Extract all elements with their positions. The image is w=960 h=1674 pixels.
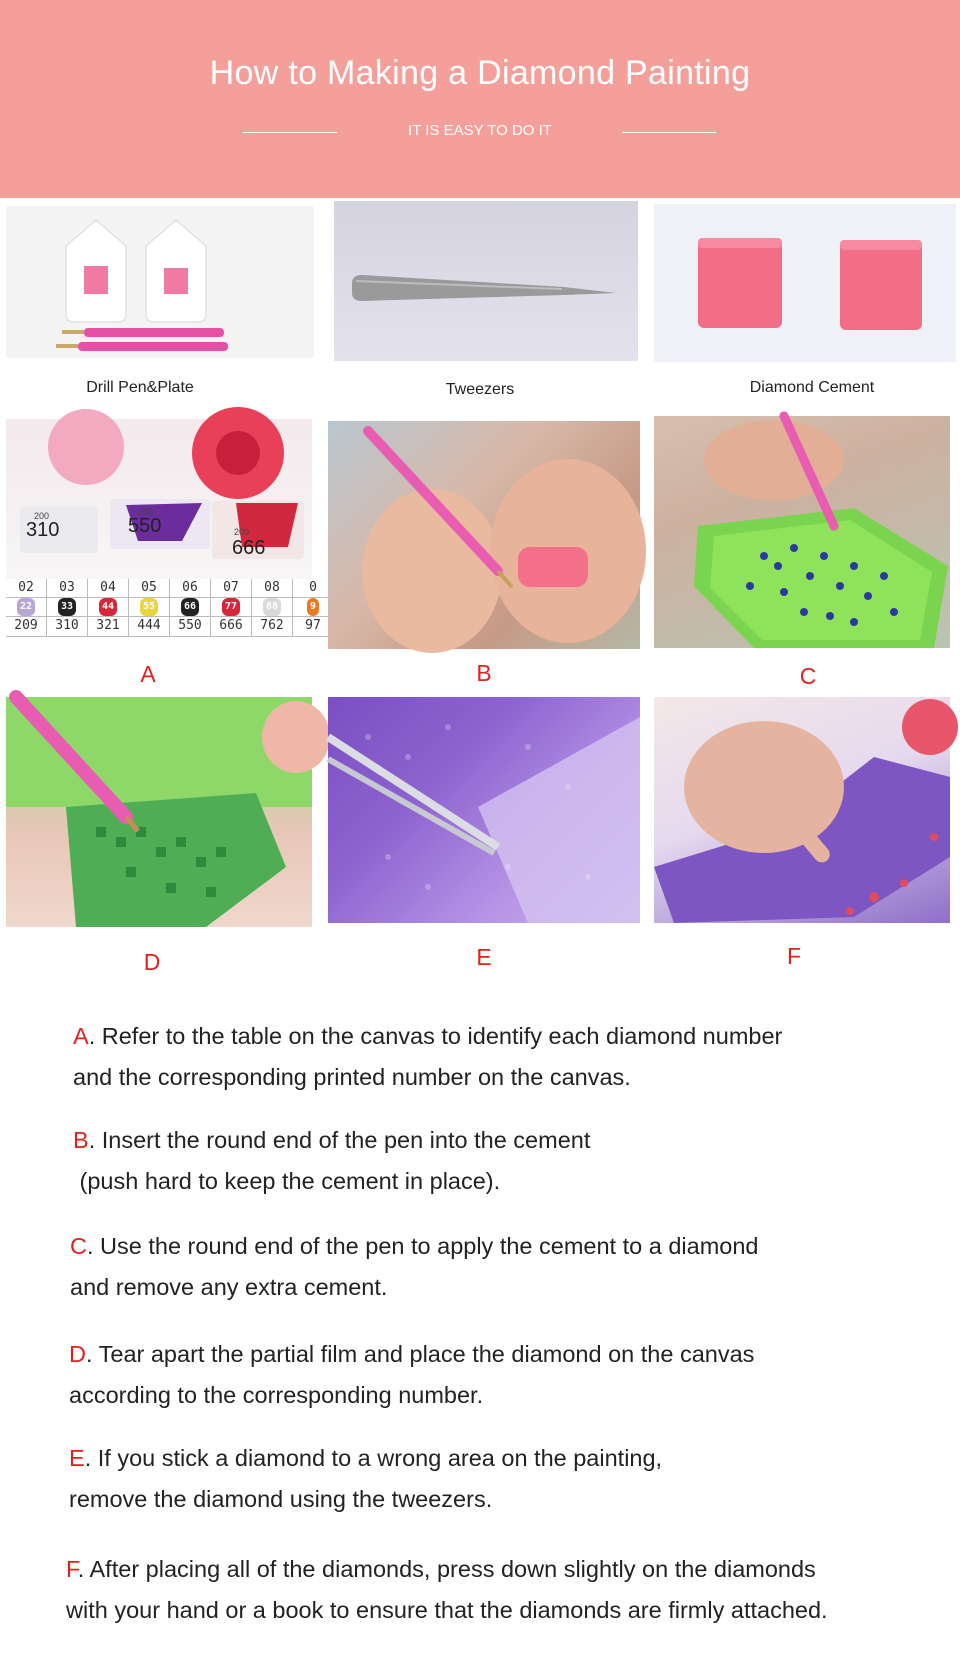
bag-small-label: 200 bbox=[34, 511, 50, 521]
table-value-cell: 444 bbox=[129, 617, 170, 637]
table-symbol-cell: 77 bbox=[211, 598, 252, 617]
diamond-cement-image bbox=[654, 204, 956, 362]
instruction-letter: C bbox=[70, 1233, 87, 1259]
drill-pen-plate-icon bbox=[6, 206, 314, 358]
bag-label-666: 666 bbox=[232, 537, 266, 559]
tool-label-tweezers: Tweezers bbox=[445, 381, 515, 398]
green-diamonds-illustration bbox=[6, 697, 312, 927]
table-symbol-cell: 9 bbox=[293, 598, 334, 617]
purple-diamonds-tweezers-illustration bbox=[328, 697, 640, 923]
instruction-text: . Refer to the table on the canvas to identify each diamond number bbox=[88, 1023, 783, 1049]
step-letter-d: D bbox=[143, 949, 161, 975]
instruction-b bbox=[73, 1120, 590, 1202]
table-symbol-cell: 55 bbox=[129, 598, 170, 617]
instruction-f bbox=[66, 1549, 828, 1631]
instruction-text: (push hard to keep the cement in place). bbox=[73, 1168, 501, 1194]
instruction-text: and the corresponding printed number on the canvas. bbox=[73, 1064, 631, 1090]
color-key-table bbox=[6, 579, 321, 637]
hand-pressing-illustration bbox=[654, 697, 950, 923]
table-value-cell: 310 bbox=[47, 617, 88, 637]
bag-label-550: 550 bbox=[128, 515, 162, 537]
page-title: How to Making a Diamond Painting bbox=[209, 54, 751, 92]
tool-label-drill-pen-plate: Drill Pen&Plate bbox=[86, 379, 194, 396]
page-subtitle: IT IS EASY TO DO IT bbox=[408, 122, 552, 139]
step-f-image bbox=[654, 697, 950, 923]
instruction-letter: F bbox=[66, 1556, 78, 1582]
step-letter-e: E bbox=[476, 944, 492, 970]
tool-label-diamond-cement: Diamond Cement bbox=[749, 379, 875, 396]
table-header-cell: 06 bbox=[170, 579, 211, 598]
step-letter-a: A bbox=[140, 661, 156, 687]
table-header-cell: 04 bbox=[88, 579, 129, 598]
instruction-text: . Use the round end of the pen to apply the cement to a diamond bbox=[86, 1233, 759, 1259]
instruction-text: with your hand or a book to ensure that the diamonds are firmly attached. bbox=[66, 1597, 828, 1623]
instruction-letter: B bbox=[73, 1127, 89, 1153]
divider-right bbox=[622, 132, 716, 133]
instruction-c bbox=[70, 1226, 759, 1308]
table-symbol-cell: 22 bbox=[6, 598, 47, 617]
bag-small-label: 200 bbox=[138, 507, 154, 517]
table-header-cell: 05 bbox=[129, 579, 170, 598]
table-value-cell: 762 bbox=[252, 617, 293, 637]
step-d-image bbox=[6, 697, 312, 927]
table-value-cell: 666 bbox=[211, 617, 252, 637]
table-value-cell: 550 bbox=[170, 617, 211, 637]
bag-label-310: 310 bbox=[26, 519, 60, 541]
step-c-image bbox=[654, 416, 950, 648]
instruction-letter: D bbox=[69, 1341, 86, 1367]
drill-pen-plate-image bbox=[6, 206, 314, 358]
table-symbol-cell: 44 bbox=[88, 598, 129, 617]
table-symbol-cell: 88 bbox=[252, 598, 293, 617]
table-symbol-cell: 66 bbox=[170, 598, 211, 617]
table-value-cell: 97 bbox=[293, 617, 334, 637]
instruction-letter: A bbox=[73, 1023, 89, 1049]
instruction-d bbox=[69, 1334, 754, 1416]
table-header-cell: 03 bbox=[47, 579, 88, 598]
diamond-cement-icon bbox=[654, 204, 956, 362]
instruction-letter: E bbox=[69, 1445, 85, 1471]
step-b-image bbox=[328, 421, 640, 649]
instruction-text: according to the corresponding number. bbox=[69, 1382, 484, 1408]
bag-small-label: 200 bbox=[234, 527, 250, 537]
instruction-text: . If you stick a diamond to a wrong area on the painting, bbox=[84, 1445, 663, 1471]
tray-diamonds-illustration bbox=[654, 416, 950, 648]
table-header-cell: 02 bbox=[6, 579, 47, 598]
instruction-text: remove the diamond using the tweezers. bbox=[69, 1486, 493, 1512]
step-letter-b: B bbox=[476, 660, 492, 686]
header-banner bbox=[0, 0, 960, 198]
instruction-a bbox=[73, 1016, 782, 1098]
table-value-cell: 321 bbox=[88, 617, 129, 637]
instruction-e bbox=[69, 1438, 662, 1520]
table-value-cell: 209 bbox=[6, 617, 47, 637]
step-letter-c: C bbox=[799, 663, 817, 689]
instruction-text: . Insert the round end of the pen into the cement bbox=[88, 1127, 591, 1153]
step-a-image bbox=[6, 419, 321, 637]
table-header-cell: 07 bbox=[211, 579, 252, 598]
table-header-cell: 0 bbox=[293, 579, 334, 598]
tweezers-image bbox=[334, 201, 638, 361]
table-header-cell: 08 bbox=[252, 579, 293, 598]
instruction-text: and remove any extra cement. bbox=[70, 1274, 388, 1300]
tweezers-icon bbox=[334, 201, 638, 361]
instruction-text: . After placing all of the diamonds, press down slightly on the diamonds bbox=[77, 1556, 816, 1582]
instruction-text: . Tear apart the partial film and place the diamond on the canvas bbox=[85, 1341, 755, 1367]
step-e-image bbox=[328, 697, 640, 923]
hands-pen-illustration bbox=[328, 421, 640, 649]
table-symbol-cell: 33 bbox=[47, 598, 88, 617]
step-letter-f: F bbox=[786, 943, 802, 969]
